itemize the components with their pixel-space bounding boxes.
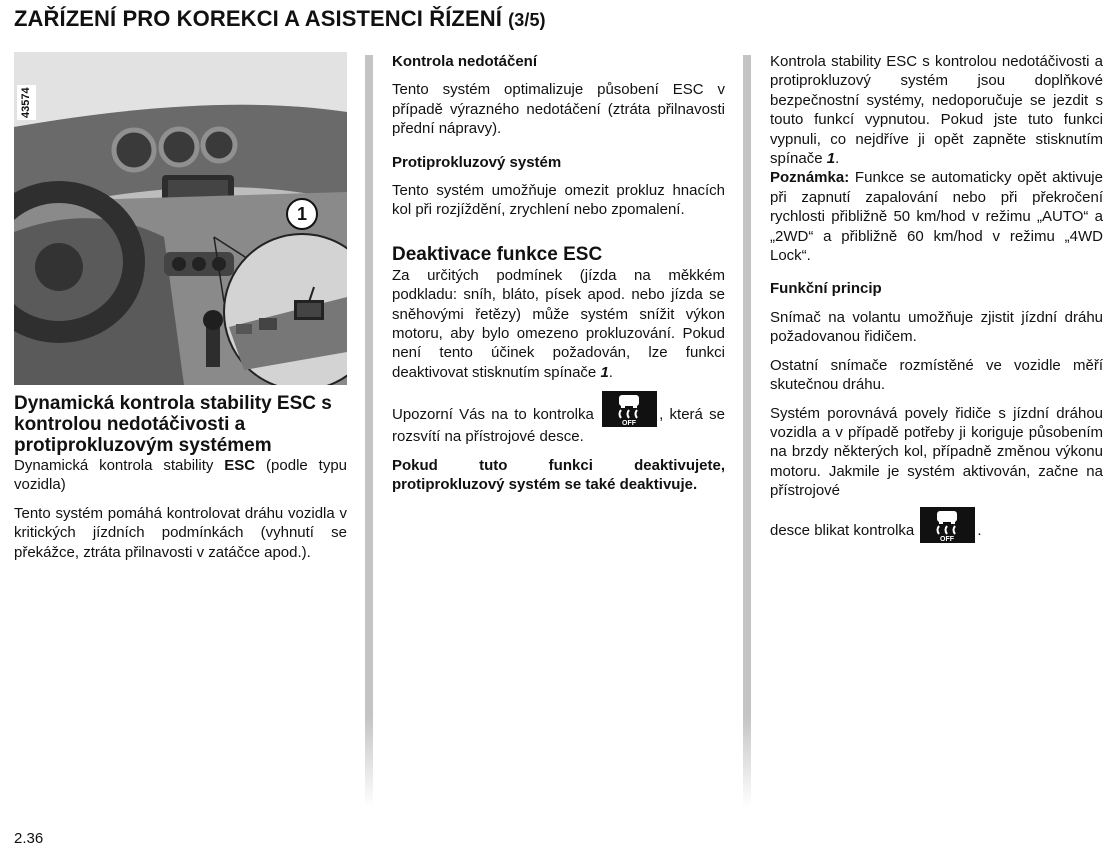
heading-deactivation: Deaktivace funkce ESC xyxy=(392,243,603,265)
esc-off-warning-icon xyxy=(920,507,975,543)
heading-understeer: Kontrola nedotáčení xyxy=(392,53,538,70)
switch-ref: 1 xyxy=(600,363,609,381)
intro-paragraph: Dynamická kontrola stability ESC (podle typu vozidla) xyxy=(14,457,347,494)
paragraph-comparison-tail: desce blikat kontrolka OFF . xyxy=(770,507,1103,543)
note-label: Poznámka: xyxy=(770,169,850,187)
paragraph-comparison: Systém porovnává povely řidiče s jízdní dráhou vozidla a v případě potřeby ji koriguje působením na brzdy některých kol, případně změnou výkonu motoru. Jakmile je systém aktivován, začne na přístrojové xyxy=(770,404,1103,500)
paragraph-other-sensors: Ostatní snímače rozmístěné ve vozidle měří skutečnou dráhu. xyxy=(770,356,1103,394)
figure-code: 43574 xyxy=(17,85,36,120)
paragraph-bold-warning: Pokud tuto funkci deaktivujete, protiprokluzový systém se také deaktivuje. xyxy=(392,456,725,494)
section-heading-esc: Dynamická kontrola stability ESC s kontrolou nedotáčivosti a protiprokluzovým systémem xyxy=(14,393,332,456)
column-1 xyxy=(14,52,347,562)
paragraph-traction: Tento systém umožňuje omezit prokluz hnacích kol při rozjíždění, zrychlení nebo zpomalení. xyxy=(392,182,725,219)
page-number: 2.36 xyxy=(14,830,44,847)
page-part: (3/5) xyxy=(508,10,546,30)
icon-off-label: OFF xyxy=(940,535,955,543)
paragraph-steering-sensor: Snímač na volantu umožňuje zjistit jízdní dráhu požadovanou řidičem. xyxy=(770,308,1103,346)
callout-number: 1 xyxy=(286,198,318,230)
esc-off-warning-icon xyxy=(602,391,657,427)
column-divider xyxy=(365,55,373,807)
system-description: Tento systém pomáhá kontrolovat dráhu vozidla v kritických jízdních podmínkách (vyhnutí se překážce, ztráta přilnavosti v zatáčce apod.). xyxy=(14,504,347,561)
column-2 xyxy=(392,52,725,495)
dashboard-figure xyxy=(14,52,347,385)
paragraph-warning-light: Upozorní Vás na to kontrolka OFF , která se rozsvítí na přístrojové desce. xyxy=(392,391,725,446)
paragraph-deactivation: Za určitých podmínek (jízda na měkkém podkladu: sníh, bláto, písek apod. nebo jízda se sněhovými řetězy) může systém snížit výkon motoru, aby bylo omezeno prokluzování. Pokud není tento účinek požadován, lze funkci deaktivovat stisknutím spínače 1. xyxy=(392,266,725,381)
switch-ref: 1 xyxy=(826,150,836,168)
heading-traction: Protiprokluzový systém xyxy=(392,153,562,171)
paragraph-recommendation: Kontrola stability ESC s kontrolou nedotáčivosti a protiprokluzový systém jsou doplňkové bezpečnostní systémy, nedoporučuje se jezdit s touto funkcí vypnutou. Pokud jste tuto funkci vypnuli, co nejdříve ji opět zapněte stisknutím spínače 1. xyxy=(770,53,1103,168)
esc-label: ESC xyxy=(224,457,256,474)
column-3 xyxy=(770,52,1103,543)
paragraph-note: Poznámka: Funkce se automaticky opět aktivuje při zapnutí zapalování nebo při překročení rychlosti přibližně 50 km/hod v režimu „AUTO“ a „2WD“ a přibližně 60 km/hod v režimu „4WD Lock“. xyxy=(770,169,1103,265)
paragraph-understeer: Tento systém optimalizuje působení ESC v případě výrazného nedotáčení (ztráta přilnavosti přední nápravy). xyxy=(392,81,725,138)
page-title: ZAŘÍZENÍ PRO KOREKCI A ASISTENCI ŘÍZENÍ (3/5) xyxy=(14,6,546,31)
column-divider xyxy=(743,55,751,807)
icon-off-label: OFF xyxy=(622,420,637,428)
heading-principle: Funkční princip xyxy=(770,280,882,298)
